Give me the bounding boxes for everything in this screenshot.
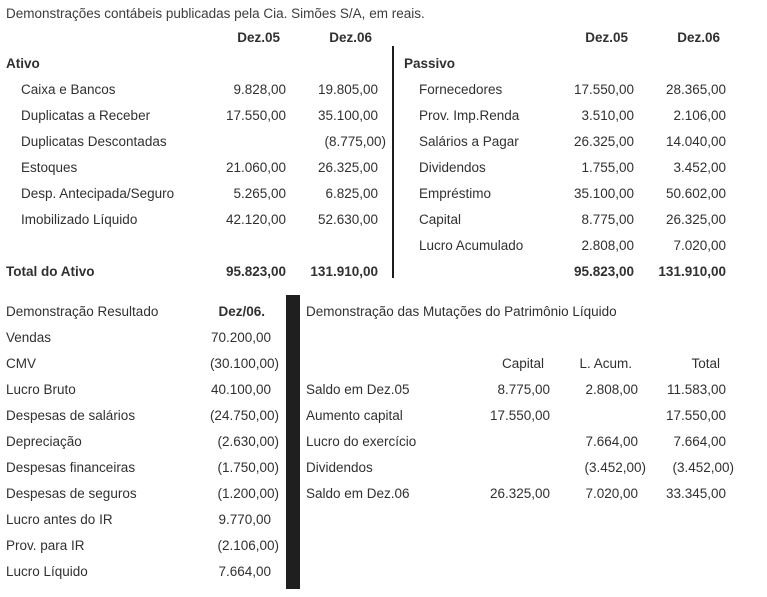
row-label: Lucro Bruto	[6, 381, 76, 397]
row-label: Lucro Líquido	[6, 563, 88, 579]
table-row	[6, 376, 279, 402]
value-total: 33.345,00	[665, 485, 727, 501]
value-total: 7.664,00	[673, 433, 727, 449]
value-dez05: 1.755,00	[581, 159, 634, 175]
value-capital: 17.550,00	[489, 407, 550, 423]
section-header-row	[6, 50, 386, 76]
row-value: (2.106,00)	[217, 537, 279, 553]
table-row	[6, 102, 386, 128]
table-row	[6, 324, 279, 350]
value-dez05: 2.808,00	[581, 237, 634, 253]
row-value: (1.750,00)	[217, 459, 279, 475]
value-dez06: 6.825,00	[325, 185, 378, 201]
row-label: Empréstimo	[419, 185, 492, 201]
row-label: Duplicatas a Receber	[21, 107, 151, 123]
value-lacum	[558, 402, 646, 428]
passivo-section-label: Passivo	[404, 55, 456, 71]
row-label: Despesas financeiras	[6, 459, 136, 475]
value-lacum: (3.452,00)	[584, 459, 646, 475]
value-dez06: 28.365,00	[665, 81, 726, 97]
col-header-capital: Capital	[501, 355, 544, 371]
value-capital	[426, 454, 558, 480]
equity-statement-table	[306, 298, 734, 506]
value-dez06: 7.020,00	[673, 237, 726, 253]
total-dez05: 95.823,00	[573, 263, 634, 279]
row-label: Estoques	[21, 159, 78, 175]
value-dez06: 2.106,00	[673, 107, 726, 123]
row-label: Caixa e Bancos	[21, 81, 116, 97]
row-label: Depreciação	[6, 433, 82, 449]
column-header-row	[6, 24, 386, 50]
table-row	[306, 402, 734, 428]
section-header-row	[404, 50, 734, 76]
value-dez06: 52.630,00	[317, 211, 378, 227]
value-dez05: 9.828,00	[233, 81, 286, 97]
value-dez05: 42.120,00	[225, 211, 286, 227]
statement-title-row	[306, 298, 734, 324]
vertical-divider-line	[392, 46, 394, 278]
table-row	[6, 402, 279, 428]
value-lacum: 2.808,00	[585, 381, 638, 397]
row-label: Saldo em Dez.05	[306, 381, 410, 397]
value-capital: 26.325,00	[489, 485, 550, 501]
row-label: Aumento capital	[306, 407, 403, 423]
row-label: Vendas	[6, 329, 52, 345]
total-label: Total do Ativo	[6, 263, 95, 279]
col-header-lacum: L. Acum.	[579, 355, 632, 371]
table-row	[6, 206, 386, 232]
table-row	[404, 76, 734, 102]
passivo-col-header-dez06: Dez.06	[677, 29, 720, 45]
passivo-col-header-dez05: Dez.05	[585, 29, 628, 45]
row-label: Imobilizado Líquido	[21, 211, 138, 227]
row-label: Prov. para IR	[6, 537, 85, 553]
equity-statement-title: Demonstração das Mutações do Patrimônio Líquido	[306, 303, 617, 319]
table-row	[6, 506, 279, 532]
value-dez05: 5.265,00	[233, 185, 286, 201]
passivo-table	[404, 24, 734, 284]
row-label: Saldo em Dez.06	[306, 485, 410, 501]
table-row	[6, 428, 279, 454]
vertical-divider-bar	[286, 295, 300, 589]
row-label: Lucro do exercício	[306, 433, 417, 449]
row-value: (2.630,00)	[217, 433, 279, 449]
value-capital	[426, 428, 558, 454]
row-label: Dividendos	[306, 459, 373, 475]
value-lacum: 7.020,00	[585, 485, 638, 501]
value-dez05: 21.060,00	[225, 159, 286, 175]
value-dez05: 17.550,00	[573, 81, 634, 97]
row-label: Desp. Antecipada/Seguro	[21, 185, 175, 201]
row-value: 7.664,00	[218, 563, 271, 579]
page-title: Demonstrações contábeis publicadas pela Cia. Simões S/A, em reais.	[6, 6, 425, 21]
value-total: 11.583,00	[666, 381, 727, 397]
column-header-row	[404, 24, 734, 50]
row-value: (30.100,00)	[209, 355, 279, 371]
value-dez06: 26.325,00	[317, 159, 378, 175]
col-header-total: Total	[691, 355, 721, 371]
table-row	[306, 454, 734, 480]
ativo-table	[6, 24, 386, 284]
row-label: Fornecedores	[419, 81, 503, 97]
row-value: 40.100,00	[210, 381, 271, 397]
row-label: Prov. Imp.Renda	[419, 107, 520, 123]
row-label: Lucro antes do IR	[6, 511, 113, 527]
table-row	[6, 154, 386, 180]
table-row	[6, 76, 386, 102]
value-dez06: (8.775,00)	[324, 133, 386, 149]
income-statement-title: Demonstração Resultado	[6, 303, 159, 319]
income-col-header: Dez/06.	[218, 303, 265, 319]
row-label: CMV	[6, 355, 36, 371]
value-dez06: 19.805,00	[317, 81, 378, 97]
row-label: Salários a Pagar	[419, 133, 519, 149]
table-row	[6, 558, 279, 584]
value-total: (3.452,00)	[672, 459, 735, 475]
row-value: 70.200,00	[210, 329, 271, 345]
value-dez06: 26.325,00	[665, 211, 726, 227]
table-row	[404, 154, 734, 180]
value-dez05: 8.775,00	[581, 211, 634, 227]
row-value: (24.750,00)	[209, 407, 279, 423]
table-row	[6, 480, 279, 506]
value-dez05: 35.100,00	[573, 185, 634, 201]
value-dez05	[202, 128, 294, 154]
value-dez05: 17.550,00	[225, 107, 286, 123]
table-row	[6, 350, 279, 376]
row-label: Lucro Acumulado	[419, 237, 524, 253]
value-dez05: 3.510,00	[581, 107, 634, 123]
total-row	[404, 258, 734, 284]
value-dez05: 26.325,00	[573, 133, 634, 149]
value-dez06: 50.602,00	[665, 185, 726, 201]
table-row	[404, 128, 734, 154]
table-row	[6, 454, 279, 480]
value-dez06: 3.452,00	[673, 159, 726, 175]
value-dez06: 14.040,00	[665, 133, 726, 149]
row-label: Duplicatas Descontadas	[21, 133, 167, 149]
row-value: 9.770,00	[218, 511, 271, 527]
table-row	[306, 480, 734, 506]
value-lacum: 7.664,00	[585, 433, 638, 449]
row-label: Despesas de salários	[6, 407, 136, 423]
spacer-row	[6, 232, 386, 258]
income-statement-table	[6, 298, 279, 584]
table-row	[6, 532, 279, 558]
table-row	[6, 180, 386, 206]
total-dez05: 95.823,00	[225, 263, 286, 279]
row-value: (1.200,00)	[217, 485, 279, 501]
table-row	[404, 232, 734, 258]
total-label	[404, 258, 552, 284]
table-row	[306, 428, 734, 454]
ativo-col-header-dez06: Dez.06	[329, 29, 372, 45]
table-row	[306, 376, 734, 402]
total-dez06: 131.910,00	[658, 263, 726, 279]
table-row	[6, 128, 386, 154]
column-header-row	[306, 350, 734, 376]
value-capital: 8.775,00	[497, 381, 550, 397]
row-label: Despesas de seguros	[6, 485, 137, 501]
total-row	[6, 258, 386, 284]
value-dez06: 35.100,00	[317, 107, 378, 123]
total-dez06: 131.910,00	[310, 263, 378, 279]
table-row	[404, 180, 734, 206]
row-label: Dividendos	[419, 159, 486, 175]
table-row	[404, 206, 734, 232]
spacer-row	[306, 324, 734, 350]
row-label: Capital	[419, 211, 462, 227]
ativo-section-label: Ativo	[6, 55, 40, 71]
table-row	[404, 102, 734, 128]
ativo-col-header-dez05: Dez.05	[237, 29, 280, 45]
statement-header-row	[6, 298, 279, 324]
value-total: 17.550,00	[665, 407, 727, 423]
